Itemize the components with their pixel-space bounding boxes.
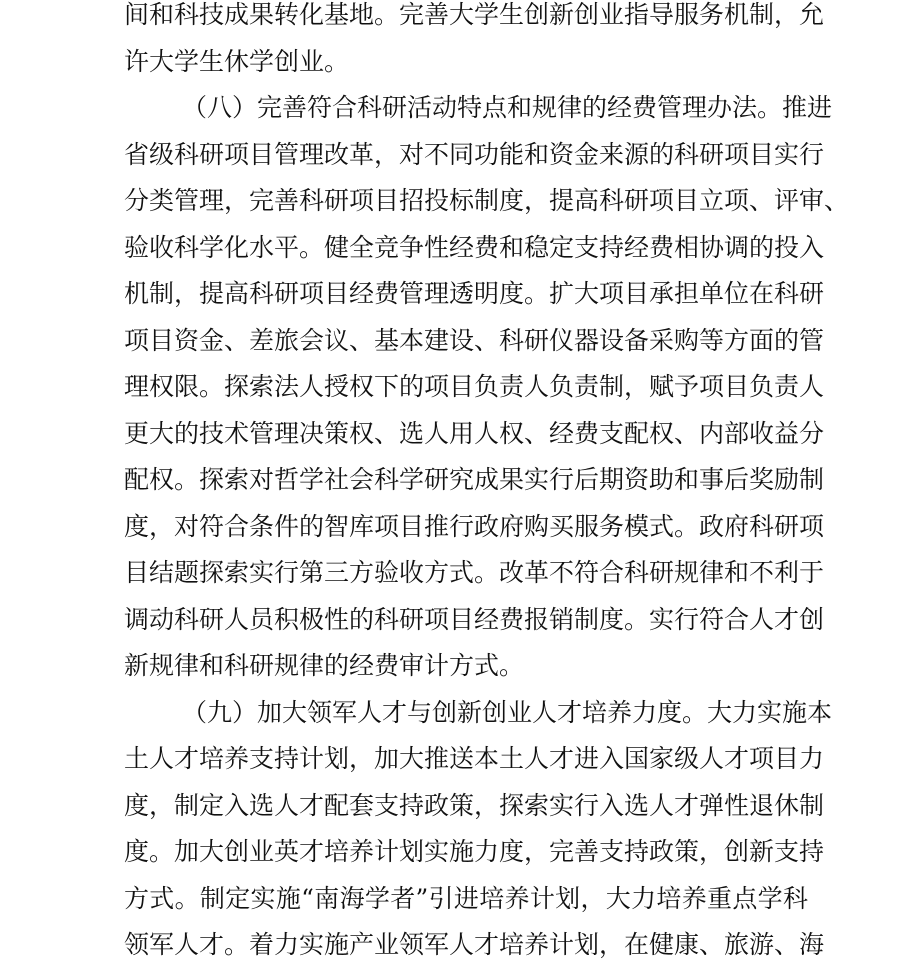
- text-line: 机制，提高科研项目经费管理透明度。扩大项目承担单位在科研: [124, 279, 825, 308]
- text-line: 更大的技术管理决策权、选人用人权、经费支配权、内部收益分: [124, 418, 825, 448]
- text-line: 度，对符合条件的智库项目推行政府购买服务模式。政府科研项: [124, 511, 825, 541]
- text-line: 理权限。探索法人授权下的项目负责人负责制，赋予项目负责人: [124, 372, 825, 401]
- text-line: 目结题探索实行第三方验收方式。改革不符合科研规律和不利于: [124, 558, 825, 587]
- text-line: 土人才培养支持计划，加大推送本土人才进入国家级人才项目力: [124, 744, 825, 773]
- text-line: 许大学生休学创业。: [124, 46, 350, 76]
- text-line: （八）完善符合科研活动特点和规律的经费管理办法。推进: [182, 93, 833, 122]
- document-body: [124, 0, 850, 969]
- text-line: （九）加大领军人才与创新创业人才培养力度。大力实施本: [182, 697, 833, 727]
- text-line: 省级科研项目管理改革，对不同功能和资金来源的科研项目实行: [124, 139, 825, 169]
- text-line: 配权。探索对哲学社会科学研究成果实行后期资助和事后奖励制: [124, 465, 825, 494]
- text-line: 度，制定入选人才配套支持政策，探索实行入选人才弹性退休制: [124, 790, 825, 820]
- text-line: 项目资金、差旅会议、基本建设、科研仪器设备采购等方面的管: [124, 325, 825, 355]
- text-line: 方式。制定实施“南海学者”引进培养计划，大力培养重点学科: [124, 883, 808, 913]
- text-line: 分类管理，完善科研项目招投标制度，提高科研项目立项、评审、: [124, 186, 850, 215]
- text-line: 调动科研人员积极性的科研项目经费报销制度。实行符合人才创: [124, 604, 825, 634]
- text-line: 度。加大创业英才培养计划实施力度，完善支持政策，创新支持: [124, 837, 825, 866]
- text-line: 新规律和科研规律的经费审计方式。: [124, 651, 525, 680]
- text-line: 领军人才。着力实施产业领军人才培养计划，在健康、旅游、海: [124, 930, 825, 959]
- text-line: 验收科学化水平。健全竞争性经费和稳定支持经费相协调的投入: [124, 232, 825, 262]
- text-line: 间和科技成果转化基地。完善大学生创新创业指导服务机制，允: [124, 0, 825, 29]
